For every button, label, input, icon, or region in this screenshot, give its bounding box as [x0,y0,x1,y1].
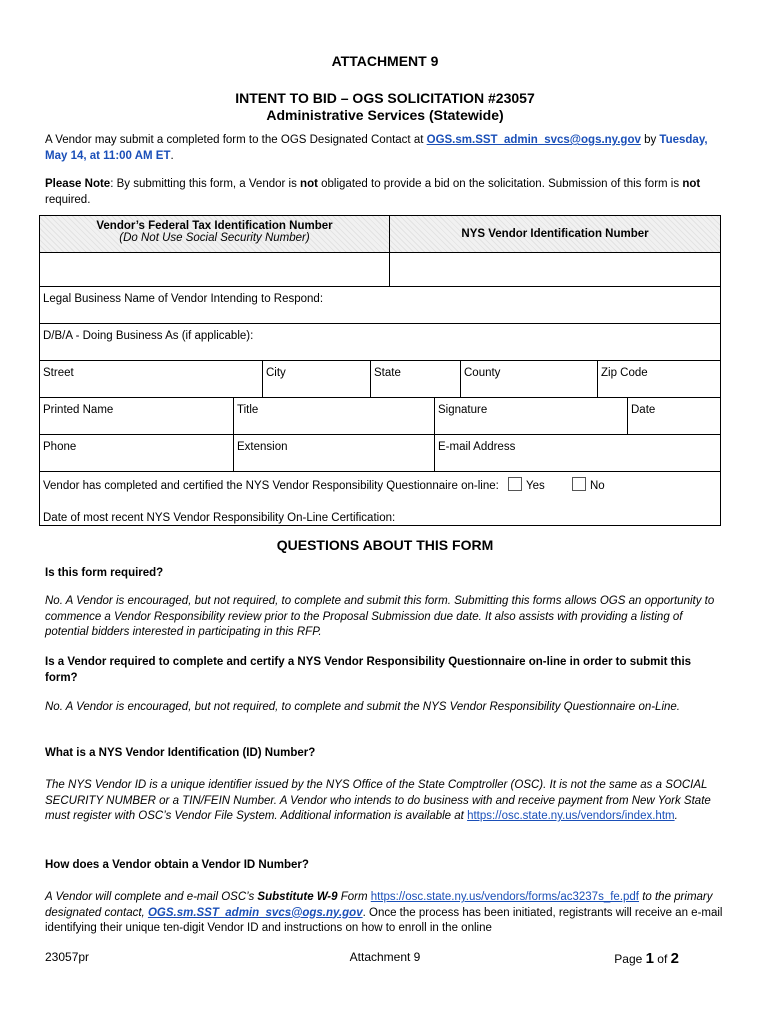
question-2: Is a Vendor required to complete and certify a NYS Vendor Responsibility Questionnaire on-line in order to submit this form? [45,656,692,684]
dba-field[interactable]: D/B/A - Doing Business As (if applicable): [43,330,254,342]
no-label: No [589,480,605,492]
question-3: What is a NYS Vendor Identification (ID) Number? [45,747,316,759]
address-row [39,360,721,398]
yes-checkbox[interactable] [508,477,522,491]
questionnaire-line: Vendor has completed and certified the NYS Vendor Responsibility Questionnaire on-line: Yes No [43,477,717,494]
answer-2: No. A Vendor is encouraged, but not required, to complete and submit the NYS Vendor Responsibility Questionnaire on-Line. [45,701,680,713]
footer-attachment: Attachment 9 [349,950,421,964]
street-field[interactable]: Street [43,367,74,379]
state-field[interactable]: State [370,361,460,397]
legal-name-row [39,286,721,324]
solicitation-title: INTENT TO BID – OGS SOLICITATION #23057 [235,90,535,106]
printed-name-field[interactable]: Printed Name [43,404,114,416]
tax-id-field[interactable] [40,253,389,286]
title-field[interactable]: Title [233,398,434,434]
date-field[interactable]: Date [627,398,720,434]
services-title: Administrative Services (Statewide) [266,107,504,123]
city-field[interactable]: City [262,361,370,397]
county-field[interactable]: County [460,361,597,397]
form-id-entry-row [39,252,721,287]
tax-id-header: Vendor’s Federal Tax Identification Number (Do Not Use Social Security Number) [40,216,389,252]
answer-3: The NYS Vendor ID is a unique identifier issued by the NYS Office of the State Comptroller (OSC). It is not the same as a SOCIAL SECURITY NUMBER or a TIN/FEIN Number. A Vendor who intends to do business with and receive payment from New York State must register with OSC’s Vendor File System. Additional information is available at https://osc.state.ny.us/vendors/index.htm. [45,779,711,822]
nys-id-field[interactable] [389,253,720,286]
questionnaire-row [39,471,721,526]
footer-doc-id: 23057pr [45,950,90,964]
questions-heading: QUESTIONS ABOUT THIS FORM [276,537,494,553]
signature-field[interactable]: Signature [434,398,627,434]
deadline: Tuesday, May 14, at 11:00 AM ET [45,134,708,162]
vendor-info-link[interactable]: https://osc.state.ny.us/vendors/index.htm [467,810,675,822]
no-checkbox[interactable] [572,477,586,491]
dba-row [39,323,721,361]
cert-date-field[interactable]: Date of most recent NYS Vendor Responsibility On-Line Certification: [43,512,396,524]
attachment-title: ATTACHMENT 9 [331,53,439,69]
form-header-row [39,215,721,253]
note-paragraph: Please Note: By submitting this form, a Vendor is not obligated to provide a bid on the solicitation. Submission of this form is not required. [45,178,701,206]
legal-name-field[interactable]: Legal Business Name of Vendor Intending to Respond: [43,293,324,305]
w9-form-link[interactable]: https://osc.state.ny.us/vendors/forms/ac3237s_fe.pdf [370,891,639,903]
name-row [39,397,721,435]
contact-email-link-2[interactable]: OGS.sm.SST_admin_svcs@ogs.ny.gov [147,906,363,919]
nys-id-header: NYS Vendor Identification Number [389,216,720,252]
intro-paragraph: A Vendor may submit a completed form to the OGS Designated Contact at OGS.sm.SST_admin_svcs@ogs.ny.gov by Tuesday, May 14, at 11:00 AM ET. [45,134,708,162]
contact-email-link[interactable]: OGS.sm.SST_admin_svcs@ogs.ny.gov [426,134,641,146]
yes-label: Yes [526,480,545,492]
zip-field[interactable]: Zip Code [597,361,720,397]
answer-4: A Vendor will complete and e-mail OSC’s Substitute W-9 Form https://osc.state.ny.us/vendors/forms/ac3237s_fe.pdf to the primary designated contact, OGS.sm.SST_admin_svcs@ogs.ny.gov. Once the process has been initiated, registrants will receive an e-mail identifying their unique ten-digit Vendor ID and instructions on how to enroll in the online [45,891,723,934]
email-field[interactable]: E-mail Address [434,435,720,471]
extension-field[interactable]: Extension [233,435,434,471]
question-1: Is this form required? [45,567,164,579]
question-4: How does a Vendor obtain a Vendor ID Number? [45,859,309,871]
phone-field[interactable]: Phone [43,441,77,453]
contact-row [39,434,721,472]
answer-1: No. A Vendor is encouraged, but not required, to complete and submit this form. Submitting this forms allows OGS an opportunity to commence a Vendor Responsibility review prior to the Proposal Submission due date. It also assists with providing a listing of potential bidders interested in participating in this RFP. [45,595,715,638]
footer-page-number: Page 1 of 2 [614,950,679,967]
